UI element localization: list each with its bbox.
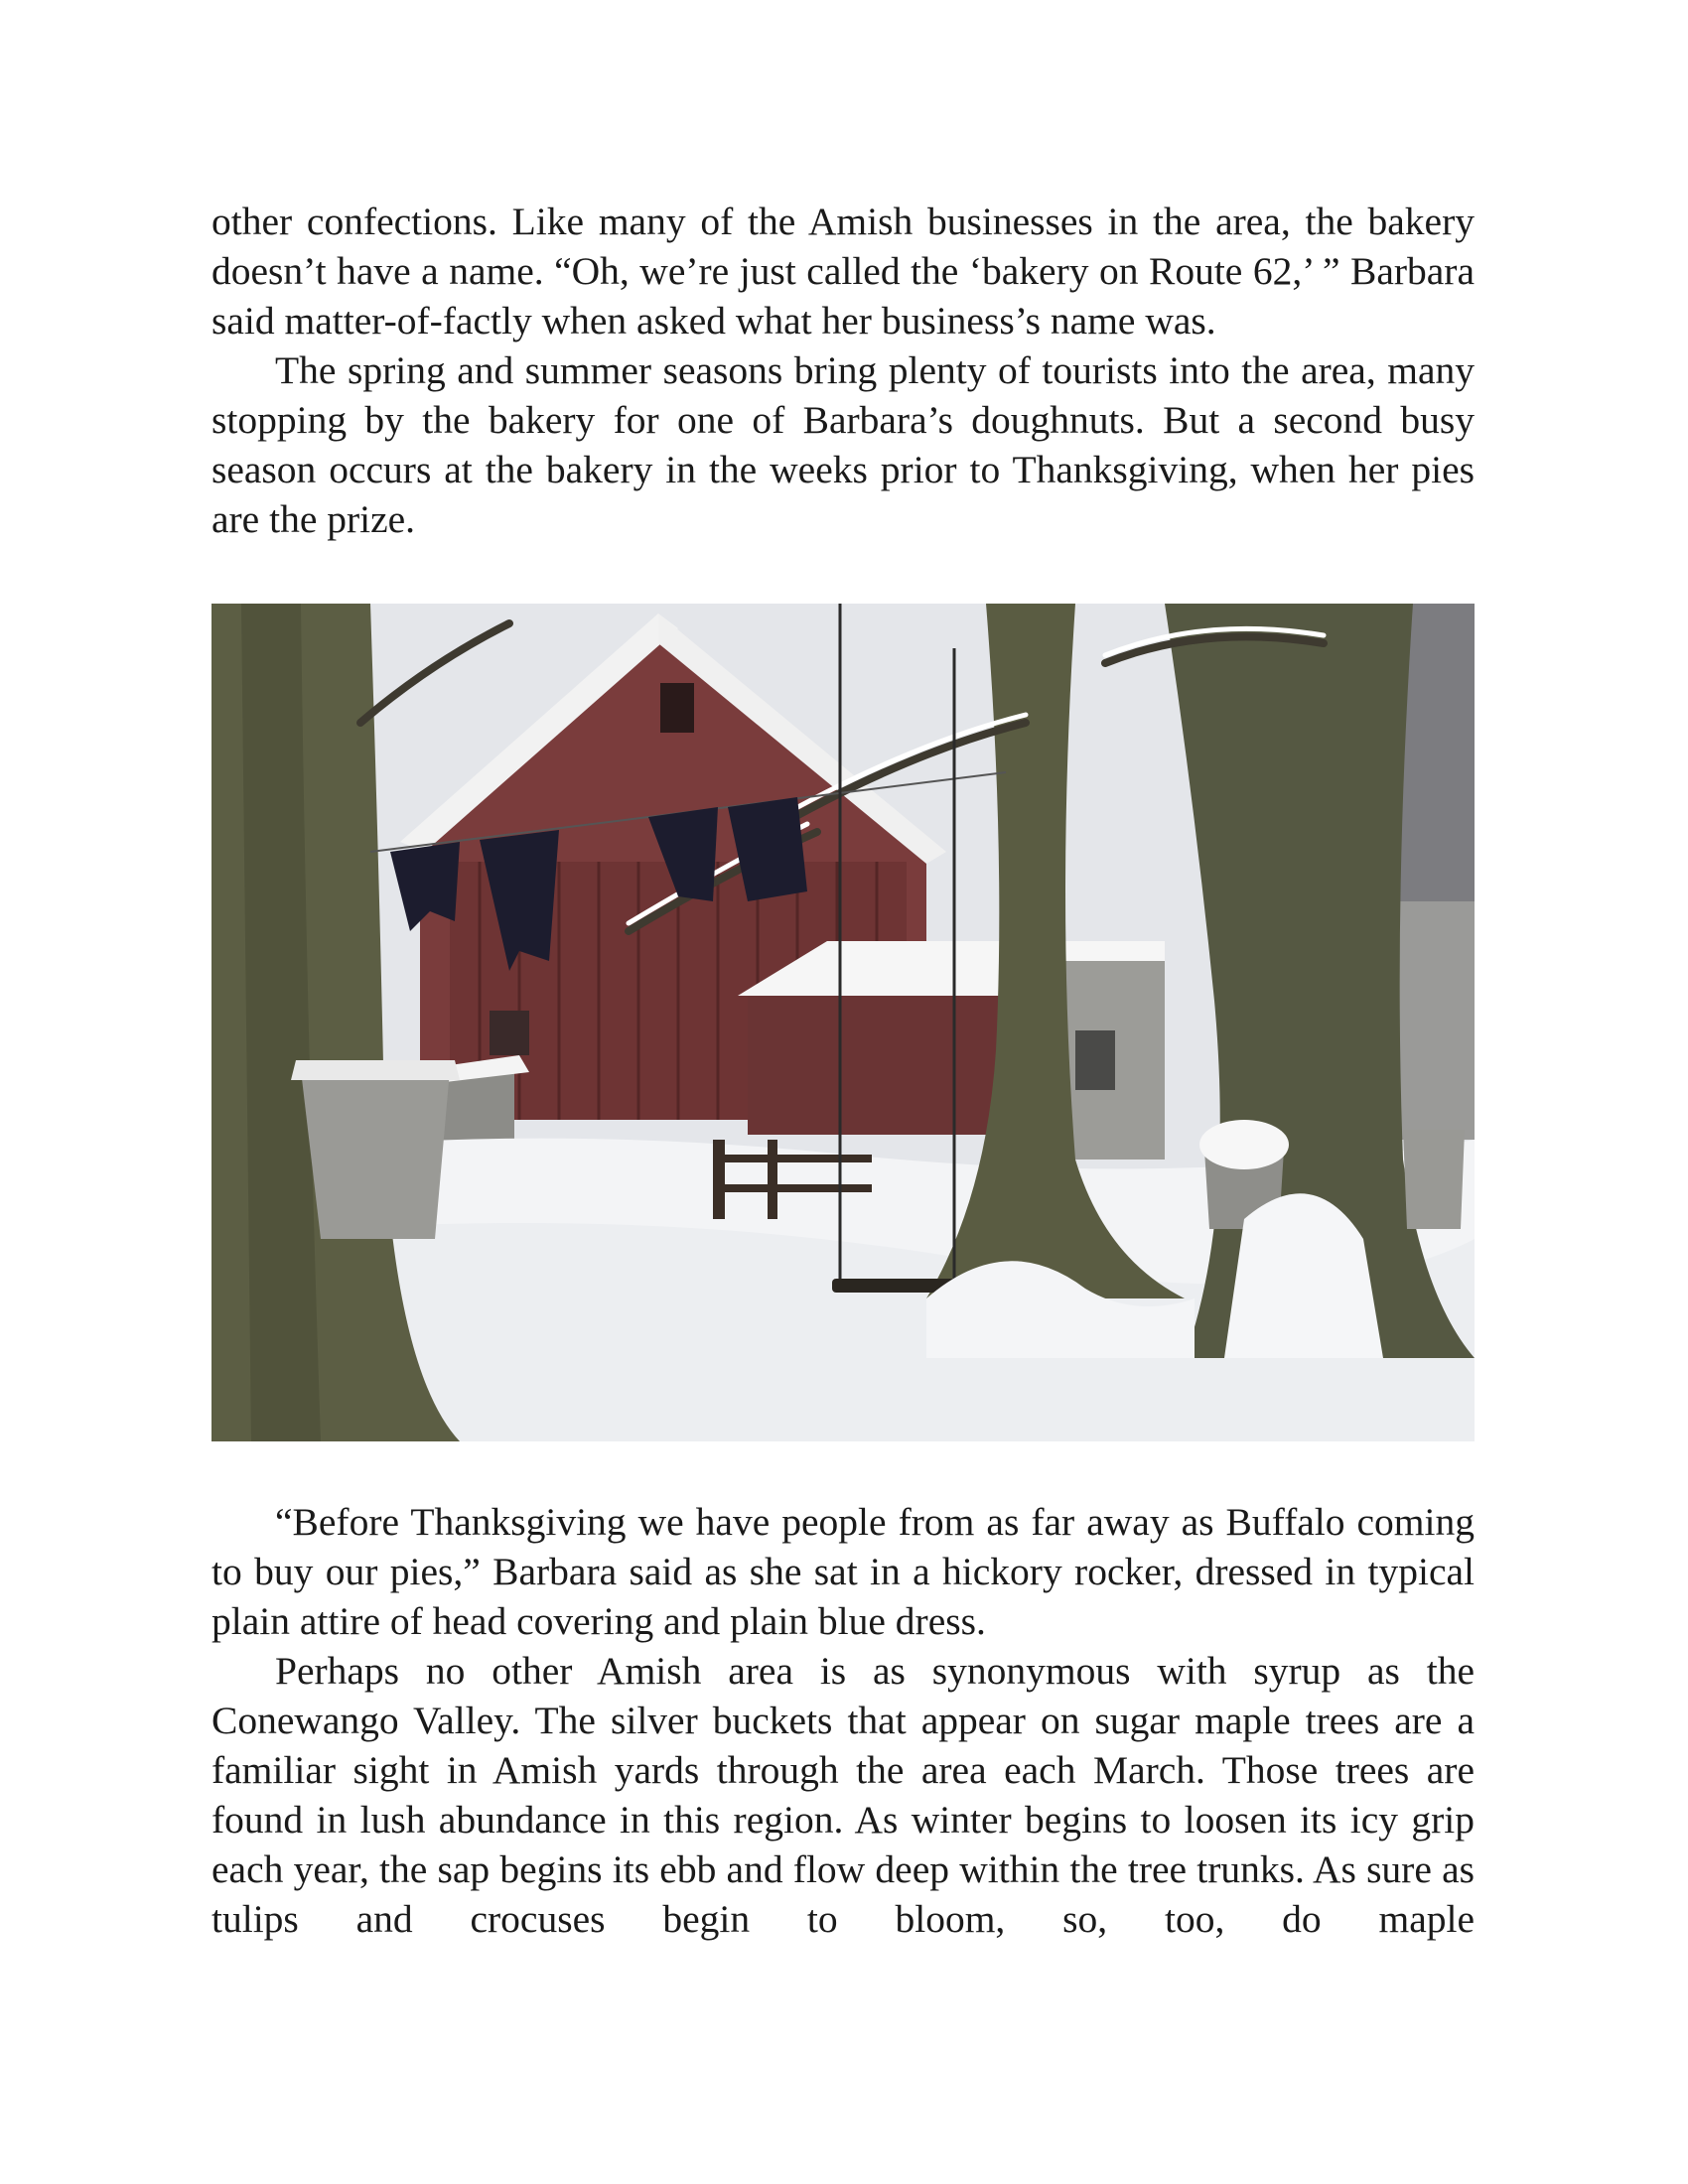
paragraph-4: Perhaps no other Amish area is as synonymous with syrup as the Conewango Valley. The silver buckets that appear on sugar maple trees are a familiar sight in Amish yards through the area each March. Those trees are found in lush abundance in this region. As winter begins to loosen its icy grip each year, the sap begins its ebb and flow deep within the tree trunks. As sure as tulips and crocuses begin to bloom, so, too, do maple xyxy=(211,1649,1475,1941)
paragraph-2: The spring and summer seasons bring plenty of tourists into the area, many stopping by the bakery for one of Barbara’s doughnuts. But a second busy season occurs at the bakery in the weeks prior to Thanksgiving, when her pies are the prize. xyxy=(211,348,1475,541)
paragraph-1: other confections. Like many of the Amish businesses in the area, the bakery doesn’t have a name. “Oh, we’re just called the ‘bakery on Route 62,’ ” Barbara said matter-of-factly when asked what her business’s name was. xyxy=(211,200,1475,342)
winter-farm-photo xyxy=(211,604,1475,1441)
page-content xyxy=(211,197,1475,1944)
paragraph-3: “Before Thanksgiving we have people from as far away as Buffalo coming to buy our pies,” Barbara said as she sat in a hickory rocker, dressed in typical plain attire of head covering and plain blue dress. xyxy=(211,1500,1475,1643)
barn-scene-illustration xyxy=(211,604,1475,1441)
